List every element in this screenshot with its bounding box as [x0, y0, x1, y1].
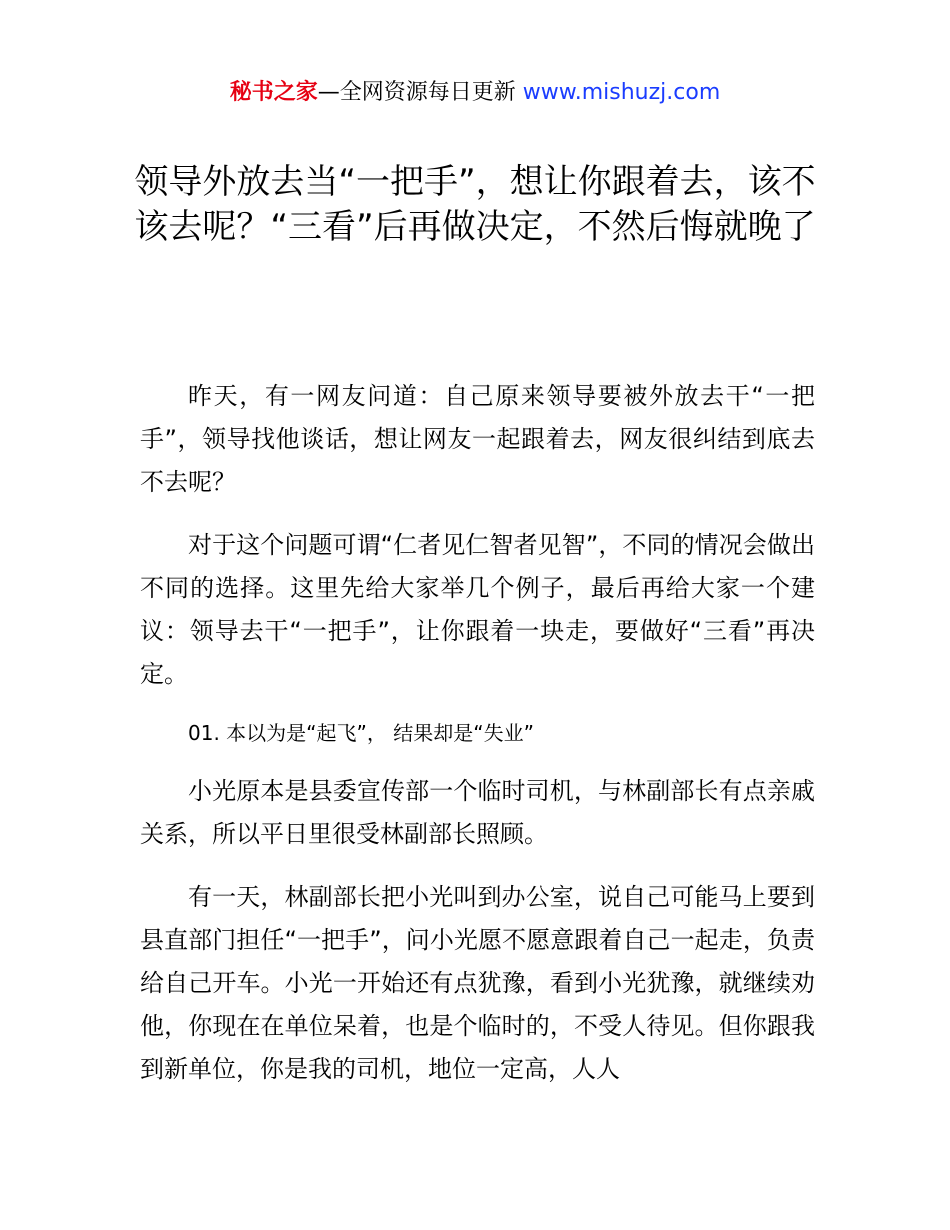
- site-url[interactable]: www.mishuzj.com: [522, 80, 721, 105]
- paragraph-2: 对于这个问题可谓“仁者见仁智者见智”，不同的情况会做出不同的选择。这里先给大家举几个例子，最后再给大家一个建议：领导去干“一把手”，让你跟着一块走，要做好“三看”再决定。: [140, 531, 815, 688]
- site-tagline: —全网资源每日更新: [317, 80, 516, 105]
- article-title: 领导外放去当“一把手”，想让你跟着去，该不该去呢？“三看”后再做决定，不然后悔就晚了: [134, 162, 816, 247]
- paragraph-4: 有一天，林副部长把小光叫到办公室，说自己可能马上要到县直部门担任“一把手”，问小光愿不愿意跟着自己一起走，负责给自己开车。小光一开始还有点犹豫，看到小光犹豫，就继续劝他，你现在在单位呆着，也是个临时的，不受人待见。但你跟我到新单位，你是我的司机，地位一定高，人人: [140, 883, 815, 1083]
- brand-name: 秘书之家: [229, 80, 318, 105]
- paragraph-1: 昨天，有一网友问道：自己原来领导要被外放去干“一把手”，领导找他谈话，想让网友一起跟着去，网友很纠结到底去不去呢？: [140, 382, 815, 496]
- article-body: [140, 375, 815, 1111]
- site-header: [0, 78, 950, 108]
- paragraph-3: 小光原本是县委宣传部一个临时司机，与林副部长有点亲戚关系，所以平日里很受林副部长照顾。: [140, 777, 815, 848]
- section-heading-01: 01. 本以为是“起飞”， 结果却是“失业”: [188, 721, 534, 745]
